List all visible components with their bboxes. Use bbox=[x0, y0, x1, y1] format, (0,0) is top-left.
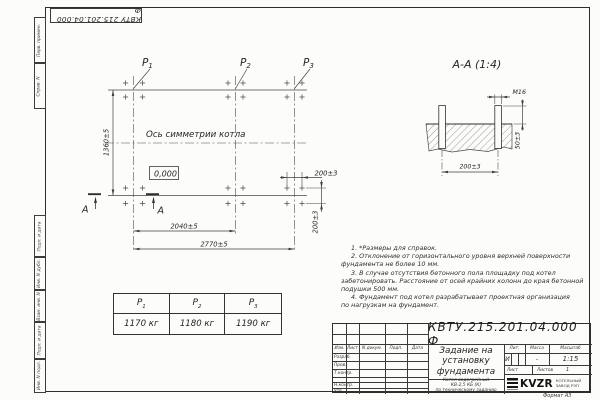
section-view-title: А-А (1:4) bbox=[452, 58, 502, 71]
scale-label: Масштаб bbox=[560, 346, 581, 351]
svg-text:200±3: 200±3 bbox=[311, 210, 320, 234]
section-cut-marks bbox=[81, 194, 164, 216]
load-table-header: $P_3$ bbox=[225, 294, 281, 314]
svg-text:50±3: 50±3 bbox=[514, 131, 522, 150]
note-line: 3. В случае отсутствия бетонного пола площадку под котел bbox=[351, 268, 556, 277]
note-line: забетонировать. Расстояние от осей крайних колонн до края бетонной bbox=[341, 276, 584, 285]
sig-razrab: Разраб. bbox=[334, 355, 351, 360]
section-letter-right: А bbox=[157, 205, 164, 217]
anchor-label-p1: P1 bbox=[142, 57, 153, 70]
drawing-subtitle: Котел водогрейный КВ-2,5 КБ (К) по техническому заданию bbox=[435, 378, 497, 393]
rev-col-data: Дата bbox=[411, 346, 424, 351]
kvzr-logo-icon bbox=[507, 378, 518, 390]
top-stamp-number: КВТУ 215.201.04.000 Ф bbox=[56, 6, 141, 25]
load-table bbox=[113, 293, 282, 335]
symmetry-axis-label: Ось симметрии котла bbox=[146, 130, 246, 140]
rev-col-ndoc: N докум. bbox=[362, 346, 382, 351]
dim-span-2770 bbox=[134, 241, 295, 251]
anchor-leader-lines bbox=[134, 69, 311, 89]
manufacturer-logo bbox=[504, 374, 592, 394]
sig-nkontr: Н.контр. bbox=[334, 383, 354, 388]
load-table-header: $P_2$ bbox=[170, 294, 226, 314]
note-line: по нагрузкам на фундамент. bbox=[341, 301, 440, 310]
note-line: фундамента не более 10 мм. bbox=[341, 260, 440, 269]
margin-field-perv-primen: Перв. примен. bbox=[34, 17, 46, 63]
dim-bolt-spacing-y bbox=[306, 180, 326, 234]
note-line: подушки 500 мм. bbox=[341, 285, 400, 294]
sheet-label: Лист bbox=[507, 367, 518, 373]
anchor-label-p2: P2 bbox=[240, 57, 251, 70]
plan-view bbox=[81, 57, 338, 252]
drawing-title: Задание на установку фундамента bbox=[436, 345, 496, 377]
section-view bbox=[426, 58, 527, 176]
sig-utv: Утв. bbox=[334, 389, 344, 394]
load-table-cell: 1180 кг bbox=[170, 314, 226, 334]
load-table-header: $P_1$ bbox=[114, 294, 170, 314]
margin-field-sprav-n: Справ. N bbox=[34, 63, 46, 109]
doc-number: КВТУ.215.201.04.000 Ф bbox=[428, 320, 578, 348]
svg-text:200±3: 200±3 bbox=[459, 163, 481, 171]
dim-bolt-thread bbox=[487, 89, 526, 104]
sheets-label: Листов bbox=[537, 367, 554, 373]
lit-value: И bbox=[505, 355, 510, 363]
svg-text:1360±5: 1360±5 bbox=[102, 128, 111, 157]
title-block bbox=[332, 320, 591, 394]
note-line: 2. Отклонение от горизонтального уровня верхней поверхности bbox=[351, 252, 571, 261]
svg-text:200±3: 200±3 bbox=[314, 169, 338, 178]
sig-prov: Пров. bbox=[334, 363, 347, 368]
note-line: 4. Фундамент под котел разрабатывает проектная организация bbox=[351, 293, 570, 302]
margin-field-podp-data-2: Подп. и дата bbox=[34, 322, 46, 359]
rev-col-podp: Подп. bbox=[389, 346, 403, 351]
margin-field-vzam-inv: Взам. инв. N bbox=[34, 290, 46, 322]
sig-tkontr: Т.контр. bbox=[334, 370, 353, 376]
note-line: 1. *Размеры для справок. bbox=[351, 244, 437, 252]
margin-field-podp-data-1: Подп. и дата bbox=[34, 215, 46, 257]
rev-col-izm: Изм. bbox=[334, 346, 345, 351]
margin-field-inv-podl: Инв. N подл. bbox=[34, 359, 46, 393]
mass-label: Масса bbox=[530, 346, 544, 351]
kvzr-logo-text: KVZR bbox=[520, 377, 553, 390]
plan-centerlines bbox=[102, 76, 307, 252]
anchor-label-p3: P3 bbox=[303, 57, 314, 70]
lit-label: Лит. bbox=[509, 346, 520, 351]
rev-col-list: Лист bbox=[347, 346, 358, 351]
svg-text:М16: М16 bbox=[512, 89, 526, 96]
anchor-bolt-right bbox=[495, 106, 502, 149]
notes-block bbox=[341, 244, 584, 310]
dim-span-2040 bbox=[134, 223, 236, 233]
sheets-value: 1 bbox=[566, 367, 570, 373]
section-letter-left: А bbox=[82, 204, 89, 216]
scale-value: 1:15 bbox=[562, 355, 579, 363]
dim-bolt-spacing-x bbox=[280, 170, 338, 187]
kvzr-logo-caption: КОТЕЛЬНЫЙ ЗАВОД РЭП bbox=[555, 378, 582, 388]
format-label: Формат А3 bbox=[543, 392, 572, 399]
load-table-cell: 1170 кг bbox=[114, 314, 170, 334]
margin-field-inv-dubl: Инв. N дубл. bbox=[34, 257, 46, 290]
mass-value: - bbox=[535, 355, 539, 363]
level-mark-value: 0,000 bbox=[154, 169, 177, 179]
load-table-cell: 1190 кг bbox=[236, 319, 271, 329]
svg-text:2770±5: 2770±5 bbox=[200, 240, 228, 249]
svg-text:2040±5: 2040±5 bbox=[170, 222, 198, 231]
dim-section-spacing bbox=[442, 164, 498, 174]
anchor-bolt-left bbox=[439, 106, 446, 149]
